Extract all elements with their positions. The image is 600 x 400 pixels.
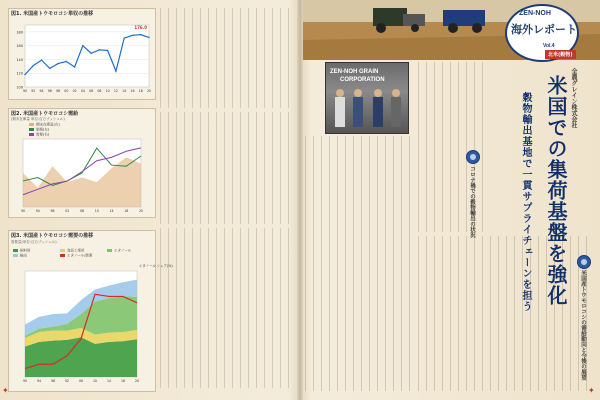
region-tag: 北米(穀物) [545, 50, 576, 59]
fig1-x-tick-label: 98 [56, 89, 61, 93]
author-company: 全農グレイン株式会社 [570, 68, 577, 128]
fig3-x-tick-label: 98 [50, 379, 56, 383]
fig3-x-tick-label: 94 [36, 379, 42, 383]
team-photo [325, 62, 409, 134]
badge-title: 海外レポート [511, 23, 577, 36]
corner-star-right: ✦ [588, 386, 595, 395]
fig2-x-tick-label: 18 [124, 209, 129, 213]
fig3-legend-swatch [13, 254, 18, 257]
fig1-y-tick-label: 140 [16, 57, 23, 62]
fig2-legend-label: 期末在庫量(右) [36, 122, 60, 127]
office-sign-line1: ZEN-NOH GRAIN [330, 69, 379, 75]
fig1-plot-area [25, 25, 149, 87]
figure-1-chart [8, 8, 156, 100]
section-1-heading: コロナ禍での穀物輸出の状況 [469, 166, 475, 238]
figure-3-chart [8, 230, 173, 392]
article-title: 米国での集荷基盤を強化 [544, 75, 568, 306]
fig1-x-tick-label: 94 [39, 89, 44, 93]
fig1-data-point [66, 61, 67, 62]
fig3-area-0 [25, 337, 137, 377]
fig1-x-tick-label: 00 [64, 89, 69, 93]
fig3-x-tick-label: 06 [78, 379, 84, 383]
fig1-data-point [74, 66, 75, 67]
fig3-legend-swatch [13, 249, 18, 252]
fig1-x-tick-label: 06 [89, 89, 94, 93]
fig1-x-tick-label: 12 [113, 89, 118, 93]
right-body-text-2 [418, 62, 488, 232]
fig3-legend-label: 飼料用 [20, 248, 31, 253]
fig1-data-point [132, 35, 133, 36]
fig1-x-tick-label: 14 [122, 89, 127, 93]
fig1-data-point [33, 65, 34, 66]
fig1-data-point [99, 49, 100, 50]
fig3-right-axis-label: エタノール シェア(%) [139, 264, 173, 268]
fig2-legend-label: 価格(左) [36, 127, 50, 132]
fig1-data-point [107, 50, 108, 51]
fig1-x-tick-label: 96 [47, 89, 52, 93]
fig2-x-tick-label: 14 [109, 209, 114, 213]
fig1-x-tick-label: 10 [105, 89, 110, 93]
fig2-legend-label: 需要(右) [36, 132, 50, 137]
fig1-y-tick-label: 160 [16, 44, 23, 49]
fig3-x-tick-label: 14 [106, 379, 112, 383]
fig2-x-tick-label: 06 [79, 209, 85, 213]
fig1-data-point [41, 59, 42, 60]
fig3-legend-label: エタノール [114, 248, 132, 253]
fig1-data-point [140, 34, 141, 35]
fig1-x-tick-label: 04 [80, 89, 85, 93]
fig1-data-point [115, 70, 116, 71]
fig1-data-point [148, 37, 149, 38]
fig2-x-tick-label: 90 [20, 209, 26, 213]
fig2-legend-swatch [29, 123, 34, 126]
corner-star-left: ✦ [2, 386, 9, 395]
fig3-legend-swatch [107, 249, 112, 252]
fig1-x-tick-label: 18 [138, 89, 143, 93]
fig3-legend-label: 輸出 [20, 253, 27, 258]
section-2-globe-icon [577, 255, 591, 269]
fig2-x-tick-label: 02 [65, 209, 70, 213]
fig1-y-tick-label: 100 [16, 85, 23, 90]
fig3-x-tick-label: 02 [64, 379, 70, 383]
figure-2-unit: (期末在庫量 単位:百万ブッシェル) [11, 117, 65, 121]
fig3-x-tick-label: 90 [22, 379, 28, 383]
fig1-data-point [24, 74, 25, 75]
fig1-x-tick-label: 16 [130, 89, 135, 93]
left-body-text-bottom [160, 228, 294, 388]
fig1-data-point [57, 63, 58, 64]
section-1-globe-icon [466, 150, 480, 164]
fig3-legend-label: エタノール/需要 [67, 253, 93, 258]
office-sign-line2: CORPORATION [340, 77, 385, 83]
left-body-text-mid [160, 112, 294, 224]
fig1-annotation: 176.0 [134, 25, 147, 30]
team-members-illustration [326, 63, 408, 133]
fig1-data-point [90, 53, 91, 54]
section-2-heading: 米国産トウモロコシの需給動向と今後の展望 [580, 270, 586, 380]
figure-1-svg [9, 9, 155, 99]
figure-2-chart [8, 108, 156, 218]
fig1-x-tick-label: 90 [22, 89, 28, 93]
figure-2-title: 図2. 米国産トウモロコシ需給 [11, 111, 79, 117]
fig1-data-point [82, 45, 83, 46]
fig2-legend-swatch [29, 128, 34, 131]
figure-1-title: 図1. 米国産トウモロコシ単収の推移 [11, 11, 94, 17]
figure-3-unit: 需要量(単位:百万ブッシェル) [11, 240, 57, 244]
badge-volume: Vol.4 [543, 43, 555, 49]
badge-brand: ZEN-NOH [519, 10, 551, 17]
fig3-legend-swatch [60, 249, 65, 252]
fig1-x-tick-label: 08 [97, 89, 102, 93]
fig3-x-tick-label: 20 [134, 379, 140, 383]
fig3-legend-label: 食品工業用 [67, 248, 85, 253]
left-body-text-top [160, 8, 294, 108]
figure-3-title: 図3. 米国産トウモロコシ需要の推移 [11, 233, 94, 239]
fig3-x-tick-label: 18 [120, 379, 126, 383]
fig2-legend-swatch [29, 133, 34, 136]
figure-2-svg [9, 109, 155, 217]
fig2-x-tick-label: 20 [138, 209, 144, 213]
fig1-x-tick-label: 20 [146, 89, 152, 93]
right-body-text-1 [305, 136, 415, 391]
fig1-x-tick-label: 92 [31, 89, 36, 93]
fig1-data-point [124, 37, 125, 38]
fig3-legend-swatch [60, 254, 65, 257]
fig2-x-tick-label: 94 [35, 209, 40, 213]
figure-3-svg [9, 231, 173, 391]
fig3-x-tick-label: 10 [92, 379, 98, 383]
article-subtitle: 穀物輸出基地で一貫サプライチェーンを担う [520, 92, 531, 312]
fig1-x-tick-label: 02 [72, 89, 77, 93]
right-body-text-3 [418, 236, 588, 391]
fig1-y-tick-label: 180 [16, 30, 23, 35]
fig1-y-tick-label: 120 [16, 71, 23, 76]
fig2-x-tick-label: 98 [50, 209, 55, 213]
fig1-data-point [49, 68, 50, 69]
fig2-x-tick-label: 10 [94, 209, 99, 213]
